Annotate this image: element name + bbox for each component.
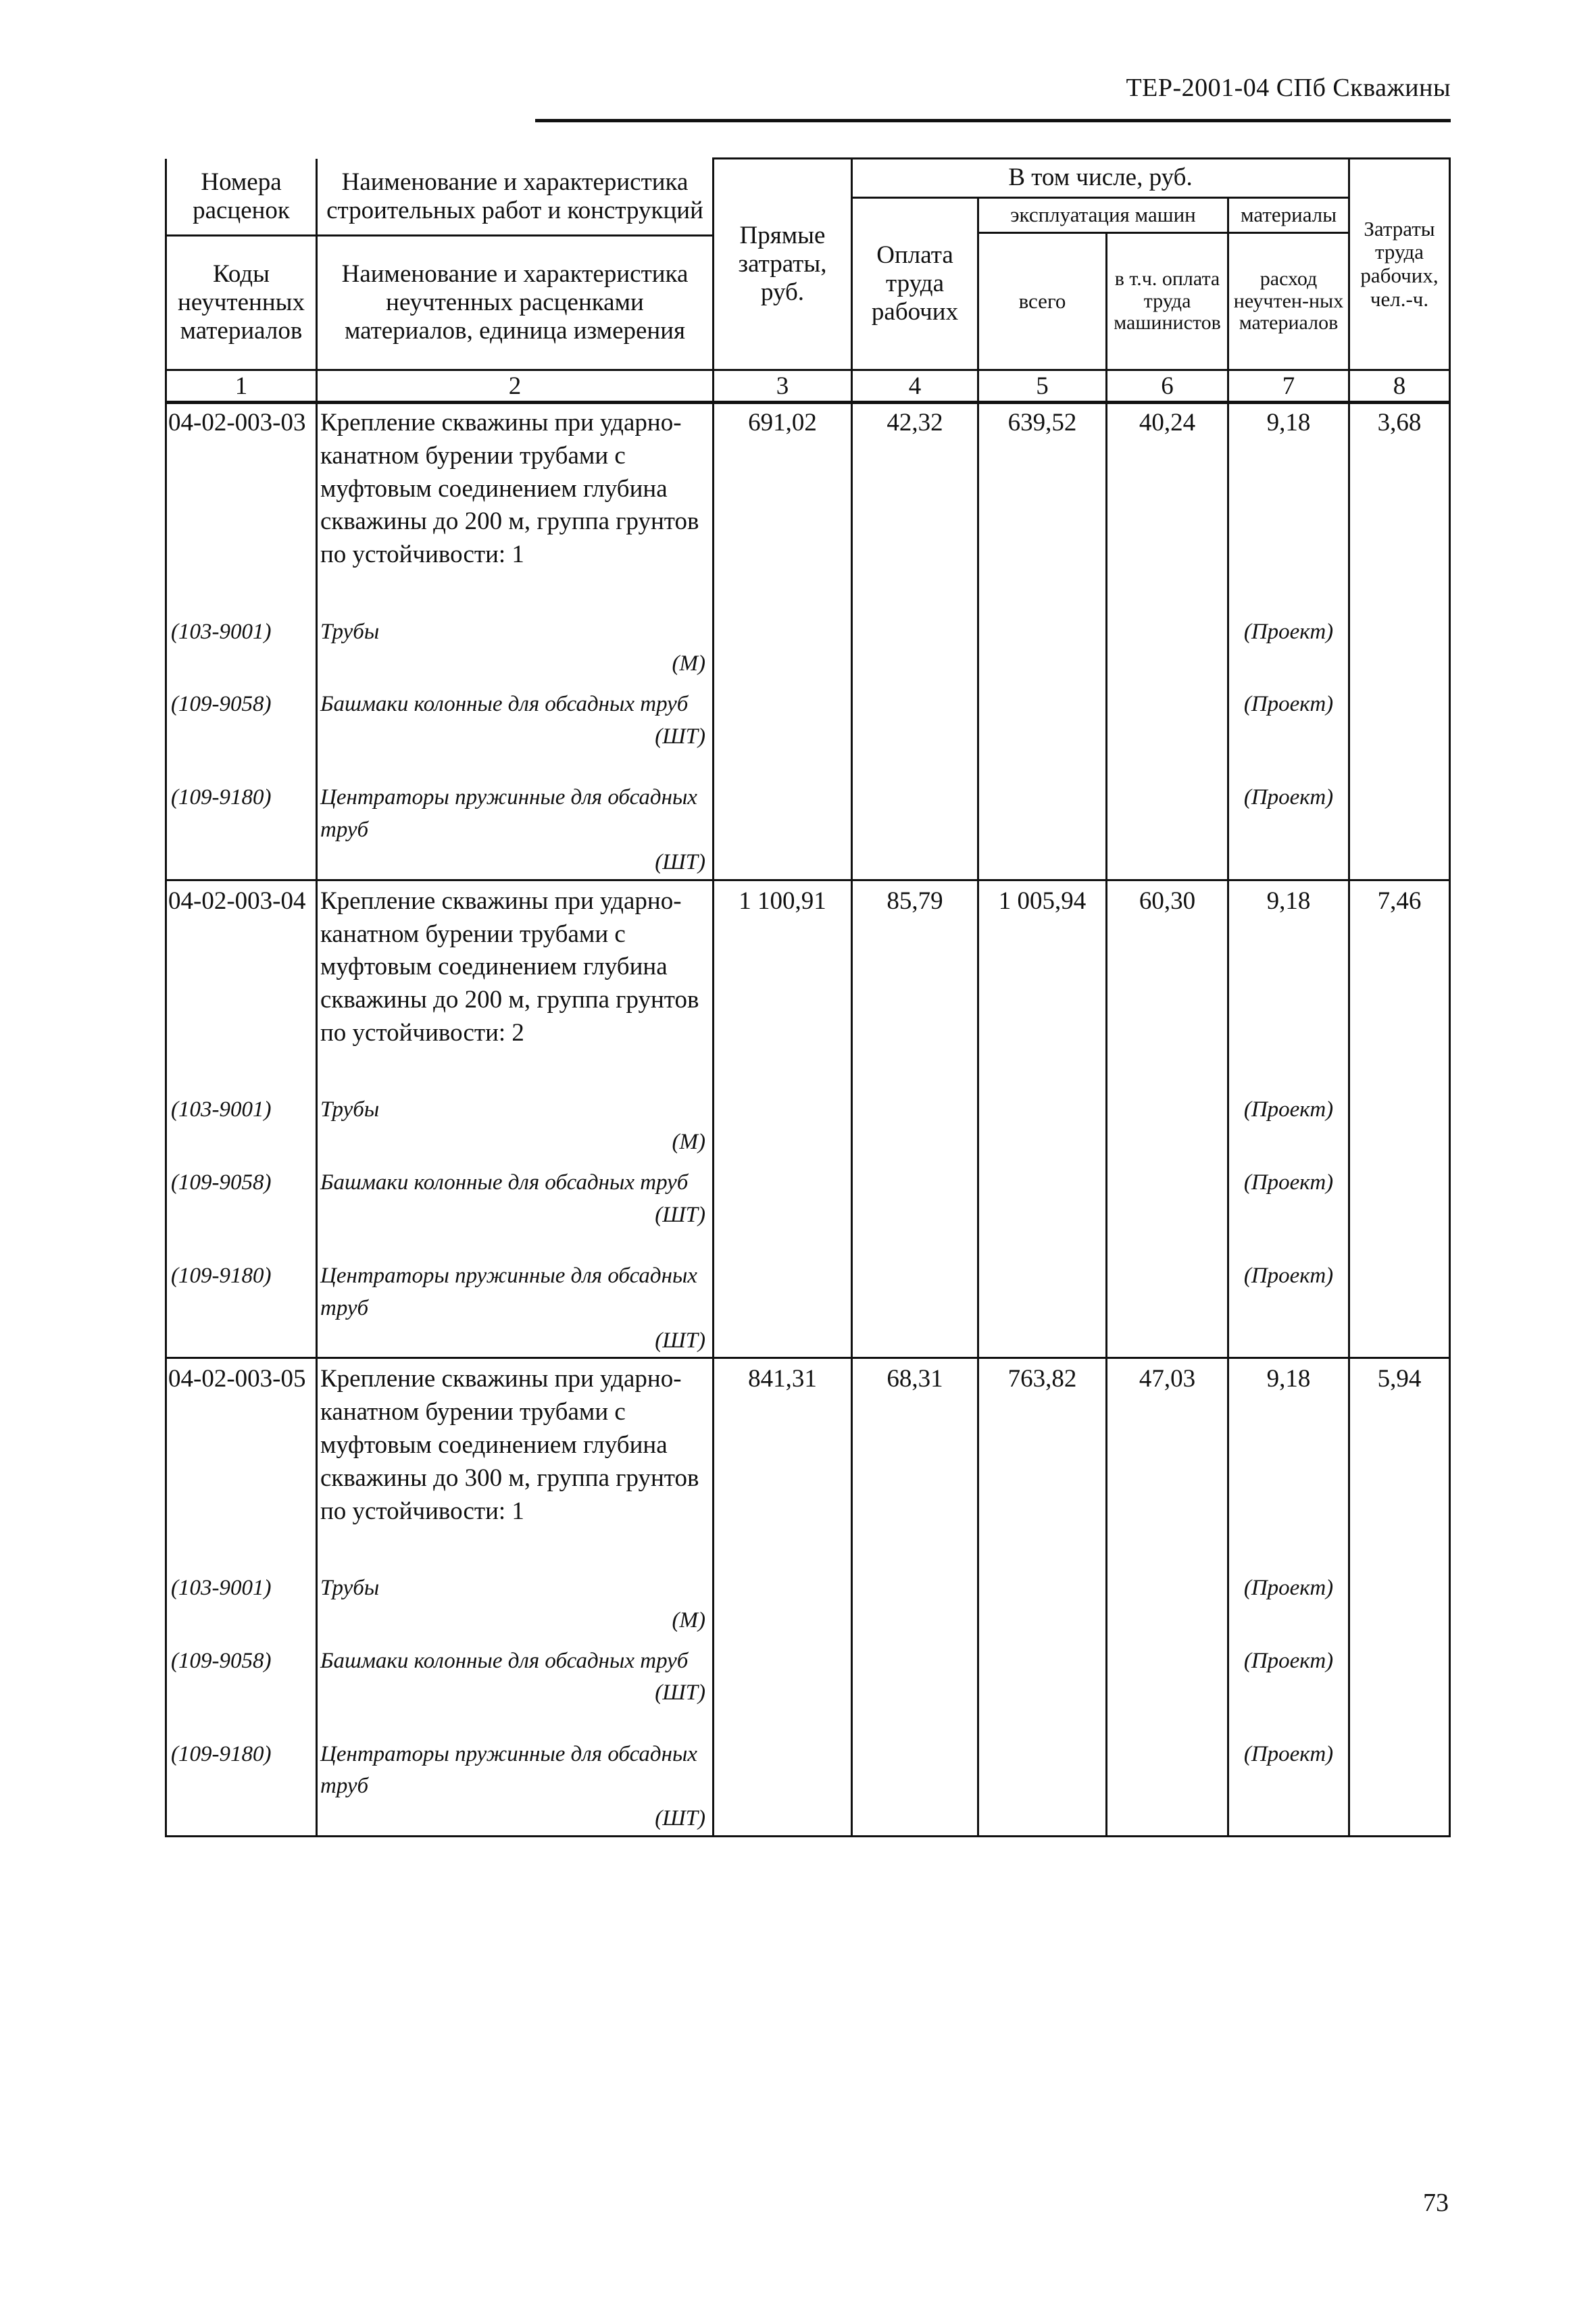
material-code: (103-9001) [166, 1564, 317, 1637]
header-including-group: В том числе, руб. [852, 159, 1349, 198]
header-materials-group: материалы [1228, 198, 1349, 233]
material-row [166, 1731, 1450, 1837]
material-unit: (ШТ) [655, 1328, 705, 1353]
material-row [166, 1564, 1450, 1637]
material-name: Трубы [320, 1097, 380, 1122]
material-name: Башмаки колонные для обсадных труб [320, 1648, 689, 1673]
machines-total: 639,52 [978, 402, 1107, 608]
table-header [165, 157, 1451, 404]
labor-pay: 42,32 [852, 402, 978, 608]
material-quantity: (Проект) [1228, 680, 1349, 774]
page-number: 73 [1423, 2189, 1449, 2217]
material-quantity: (Проект) [1228, 1252, 1349, 1358]
material-name: Центраторы пружинные для обсадных труб [320, 785, 697, 843]
rate-description: Крепление скважины при ударно-канатном бурении трубами с муфтовым соединением глубина скважины до 300 м, группа грунтов по устойчивости: 1 [317, 1358, 714, 1564]
material-name: Трубы [320, 619, 380, 644]
rate-row [166, 880, 1450, 1086]
material-unit: (ШТ) [655, 1681, 705, 1706]
material-quantity: (Проект) [1228, 1564, 1349, 1637]
materials-cost: 9,18 [1228, 402, 1349, 608]
machines-total: 1 005,94 [978, 880, 1107, 1086]
machinists-pay: 47,03 [1107, 1358, 1228, 1564]
material-row [166, 1637, 1450, 1731]
material-code: (103-9001) [166, 1086, 317, 1159]
labor-hours: 5,94 [1349, 1358, 1450, 1564]
machinists-pay: 60,30 [1107, 880, 1228, 1086]
material-unit: (ШТ) [655, 724, 705, 749]
material-code: (103-9001) [166, 608, 317, 681]
material-quantity: (Проект) [1228, 1086, 1349, 1159]
header-unaccounted-materials: расход неучтен-ных материалов [1228, 233, 1349, 370]
material-unit: (М) [672, 1608, 705, 1633]
rate-code: 04-02-003-04 [166, 880, 317, 1086]
column-number: 1 [166, 370, 317, 403]
header-work-name: Наименование и характеристика строительных работ и конструкций [317, 159, 714, 236]
direct-cost: 691,02 [714, 402, 852, 608]
header-material-names: Наименование и характеристика неучтенных расценками материалов, единица измерения [317, 236, 714, 370]
header-machinists-pay: в т.ч. оплата труда машинистов [1107, 233, 1228, 370]
column-number: 8 [1349, 370, 1450, 403]
running-title: ТЕР-2001-04 СПб Скважины [1126, 74, 1451, 102]
material-row [166, 1252, 1450, 1358]
material-code: (109-9058) [166, 1159, 317, 1252]
material-code: (109-9058) [166, 1637, 317, 1731]
labor-pay: 85,79 [852, 880, 978, 1086]
rate-row [166, 1358, 1450, 1564]
material-unit: (ШТ) [655, 1202, 705, 1227]
column-number: 7 [1228, 370, 1349, 403]
material-unit: (ШТ) [655, 1806, 705, 1831]
column-number: 5 [978, 370, 1107, 403]
material-name: Центраторы пружинные для обсадных труб [320, 1741, 697, 1799]
direct-cost: 841,31 [714, 1358, 852, 1564]
rate-code: 04-02-003-03 [166, 402, 317, 608]
material-name: Башмаки колонные для обсадных труб [320, 692, 689, 717]
material-name: Башмаки колонные для обсадных труб [320, 1170, 689, 1195]
material-quantity: (Проект) [1228, 1159, 1349, 1252]
header-machines-total: всего [978, 233, 1107, 370]
header-machines-group: эксплуатация машин [978, 198, 1228, 233]
materials-cost: 9,18 [1228, 1358, 1349, 1564]
column-number: 3 [714, 370, 852, 403]
header-rule [535, 119, 1451, 122]
rate-row [166, 402, 1450, 608]
rate-description: Крепление скважины при ударно-канатном бурении трубами с муфтовым соединением глубина скважины до 200 м, группа грунтов по устойчивости: 1 [317, 402, 714, 608]
column-number: 4 [852, 370, 978, 403]
labor-hours: 3,68 [1349, 402, 1450, 608]
direct-cost: 1 100,91 [714, 880, 852, 1086]
material-code: (109-9180) [166, 774, 317, 880]
rates-table [165, 401, 1451, 1837]
material-quantity: (Проект) [1228, 608, 1349, 681]
material-unit: (М) [672, 1130, 705, 1155]
material-quantity: (Проект) [1228, 774, 1349, 880]
rate-code: 04-02-003-05 [166, 1358, 317, 1564]
labor-pay: 68,31 [852, 1358, 978, 1564]
material-quantity: (Проект) [1228, 1637, 1349, 1731]
material-code: (109-9058) [166, 680, 317, 774]
header-direct-cost: Прямые затраты, руб. [714, 159, 852, 370]
material-quantity: (Проект) [1228, 1731, 1349, 1837]
material-code: (109-9180) [166, 1252, 317, 1358]
header-labor-hours: Затраты труда рабочих, чел.-ч. [1349, 159, 1450, 370]
rate-description: Крепление скважины при ударно-канатном бурении трубами с муфтовым соединением глубина скважины до 200 м, группа грунтов по устойчивости: 2 [317, 880, 714, 1086]
material-row [166, 1086, 1450, 1159]
material-unit: (ШТ) [655, 849, 705, 874]
header-labor-pay: Оплата труда рабочих [852, 198, 978, 370]
material-name: Трубы [320, 1575, 380, 1600]
column-number: 6 [1107, 370, 1228, 403]
header-rate-numbers: Номера расценок [166, 159, 317, 236]
material-name: Центраторы пружинные для обсадных труб [320, 1263, 697, 1320]
materials-cost: 9,18 [1228, 880, 1349, 1086]
machines-total: 763,82 [978, 1358, 1107, 1564]
material-row [166, 1159, 1450, 1252]
machinists-pay: 40,24 [1107, 402, 1228, 608]
material-row [166, 774, 1450, 880]
header-material-codes: Коды неучтенных материалов [166, 236, 317, 370]
material-row [166, 680, 1450, 774]
column-number: 2 [317, 370, 714, 403]
material-unit: (М) [672, 651, 705, 676]
labor-hours: 7,46 [1349, 880, 1450, 1086]
material-row [166, 608, 1450, 681]
material-code: (109-9180) [166, 1731, 317, 1837]
